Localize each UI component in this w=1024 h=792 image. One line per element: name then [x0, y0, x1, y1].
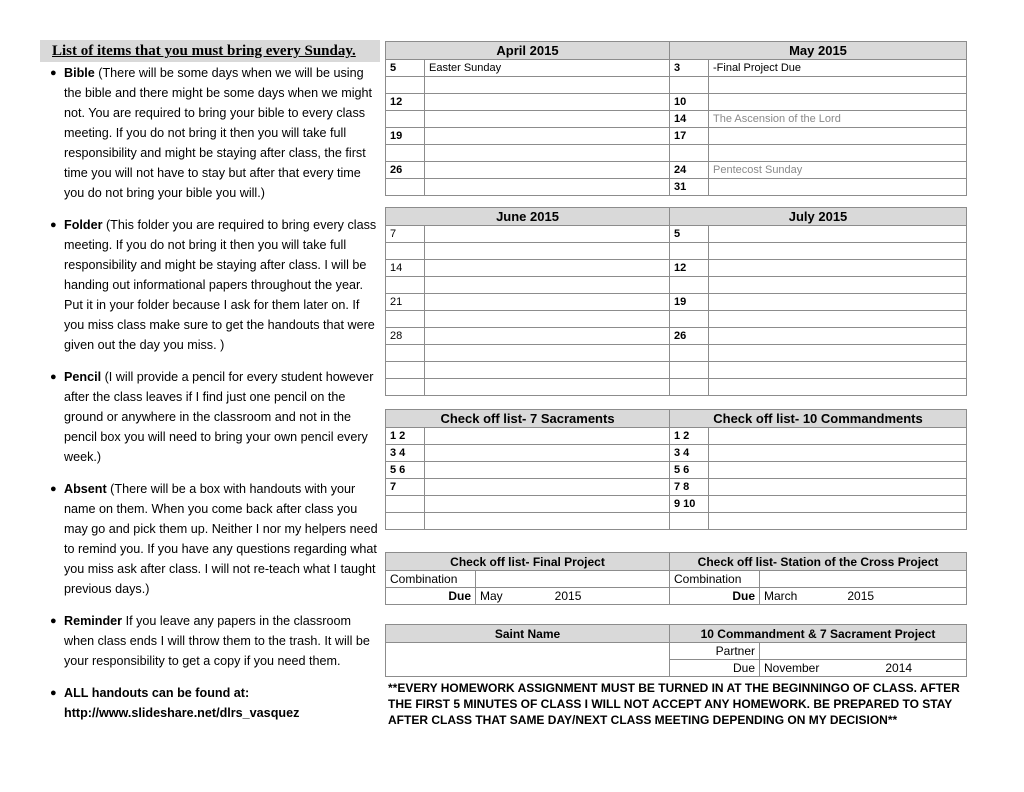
date-cell: 1 2	[386, 428, 425, 445]
partner-label: Partner	[670, 643, 760, 660]
item-handouts: ● ALL handouts can be found at: http://www.slideshare.net/dlrs_vasquez	[40, 683, 380, 723]
event-cell[interactable]	[425, 226, 670, 243]
table-row	[386, 260, 967, 277]
date-cell: 26	[386, 162, 425, 179]
combination-field[interactable]	[476, 571, 670, 588]
partner-field[interactable]	[760, 643, 967, 660]
date-cell: 3 4	[386, 445, 425, 462]
table-row	[386, 111, 967, 128]
event-cell[interactable]	[425, 496, 670, 513]
date-cell	[670, 277, 709, 294]
saint-table	[385, 624, 967, 677]
date-cell: 26	[670, 328, 709, 345]
date-cell	[386, 277, 425, 294]
items-list	[40, 63, 380, 723]
date-cell: 3	[670, 60, 709, 77]
final-project-header: Check off list- Final Project	[386, 553, 670, 571]
saint-due-value: November 2014	[760, 660, 967, 677]
station-project-header: Check off list- Station of the Cross Project	[670, 553, 967, 571]
date-cell	[386, 496, 425, 513]
event-cell[interactable]	[425, 379, 670, 396]
date-cell: 24	[670, 162, 709, 179]
table-row	[386, 277, 967, 294]
item-bible: ● Bible (There will be some days when we will be using the bible and there might be some days when we might not. You are required to bring your bible to every class meeting. If you do not bring it then you will take full responsibility and might be staying after class, the first time you will not have to stay but after that every time you do not bring your bible you will.)	[40, 63, 380, 203]
event-cell[interactable]	[709, 294, 967, 311]
homework-note: **EVERY HOMEWORK ASSIGNMENT MUST BE TURNED IN AT THE BEGINNINGO OF CLASS. AFTER THE FIRST 5 MINUTES OF CLASS I WILL NOT ACCEPT ANY HOMEWORK. BE PREPARED TO STAY AFTER CLASS THAT SAME DAY/NEXT CLASS MEETING DEPENDING ON MY DECISION**	[388, 681, 960, 727]
event-cell[interactable]	[709, 445, 967, 462]
table-row	[386, 479, 967, 496]
table-row	[386, 94, 967, 111]
date-cell: 21	[386, 294, 425, 311]
event-cell[interactable]	[709, 428, 967, 445]
event-cell[interactable]	[425, 311, 670, 328]
due-label: Due	[386, 588, 476, 605]
table-row	[386, 379, 967, 396]
event-cell[interactable]	[425, 162, 670, 179]
date-cell	[386, 513, 425, 530]
table-row	[386, 226, 967, 243]
saint-due-label: Due	[670, 660, 760, 677]
event-cell[interactable]: The Ascension of the Lord	[709, 111, 967, 128]
event-cell[interactable]	[425, 294, 670, 311]
date-cell	[670, 243, 709, 260]
date-cell: 7	[386, 479, 425, 496]
date-cell: 19	[670, 294, 709, 311]
event-cell[interactable]	[425, 345, 670, 362]
event-cell[interactable]	[425, 513, 670, 530]
date-cell: 1 2	[670, 428, 709, 445]
table-row	[386, 294, 967, 311]
date-cell	[670, 311, 709, 328]
handouts-link[interactable]: http://www.slideshare.net/dlrs_vasquez	[64, 706, 300, 720]
date-cell	[670, 513, 709, 530]
table-row	[386, 128, 967, 145]
table-row	[386, 60, 967, 77]
may-header: May 2015	[670, 42, 967, 60]
date-cell: 28	[386, 328, 425, 345]
date-cell	[670, 77, 709, 94]
date-cell	[670, 379, 709, 396]
event-cell[interactable]	[425, 328, 670, 345]
bullet-icon: ●	[50, 371, 57, 383]
due-label-right: Due	[670, 588, 760, 605]
table-row	[386, 77, 967, 94]
date-cell: 12	[386, 94, 425, 111]
event-cell[interactable]	[709, 379, 967, 396]
date-cell	[386, 243, 425, 260]
bullet-icon: ●	[50, 483, 57, 495]
item-folder: ● Folder (This folder you are required to bring every class meeting. If you do not bring it then you will take full responsibility and might be staying after class. I will be handing out informational papers throughout the year. Put it in your folder because I ask for them later on. If you miss class make sure to get the handouts that were given out the day you miss. )	[40, 215, 380, 355]
event-cell[interactable]	[709, 462, 967, 479]
table-row	[386, 345, 967, 362]
item-pencil: ● Pencil (I will provide a pencil for every student however after the class leaves if I find just one pencil on the ground or anywhere in the classroom and not in the pencil box you will need to bring your own pencil every week.)	[40, 367, 380, 467]
calendar-june-july	[385, 207, 967, 396]
bullet-icon: ●	[50, 615, 57, 627]
date-cell: 5 6	[670, 462, 709, 479]
event-cell[interactable]	[709, 94, 967, 111]
event-cell[interactable]	[425, 179, 670, 196]
date-cell: 14	[670, 111, 709, 128]
date-cell	[386, 111, 425, 128]
calendar-april-may	[385, 41, 967, 196]
table-row	[386, 496, 967, 513]
table-row	[386, 179, 967, 196]
bullet-icon: ●	[50, 687, 57, 699]
date-cell: 5 6	[386, 462, 425, 479]
date-cell: 9 10	[670, 496, 709, 513]
event-cell[interactable]	[425, 277, 670, 294]
date-cell: 7 8	[670, 479, 709, 496]
event-cell[interactable]	[709, 513, 967, 530]
event-cell[interactable]	[709, 77, 967, 94]
commandment-project-header: 10 Commandment & 7 Sacrament Project	[670, 625, 967, 643]
table-row	[386, 513, 967, 530]
event-cell[interactable]: Pentecost Sunday	[709, 162, 967, 179]
due-value: May 2015	[476, 588, 670, 605]
event-cell[interactable]: Easter Sunday	[425, 60, 670, 77]
items-list-title: List of items that you must bring every Sunday.	[40, 40, 380, 62]
table-row	[386, 145, 967, 162]
table-row	[386, 328, 967, 345]
sacraments-header: Check off list- 7 Sacraments	[386, 410, 670, 428]
date-cell	[386, 362, 425, 379]
event-cell[interactable]	[709, 179, 967, 196]
date-cell: 17	[670, 128, 709, 145]
event-cell[interactable]	[709, 260, 967, 277]
date-cell: 31	[670, 179, 709, 196]
event-cell[interactable]	[709, 277, 967, 294]
event-cell[interactable]	[709, 226, 967, 243]
april-header: April 2015	[386, 42, 670, 60]
event-cell[interactable]	[709, 311, 967, 328]
event-cell[interactable]	[425, 462, 670, 479]
event-cell[interactable]	[709, 145, 967, 162]
table-row	[386, 243, 967, 260]
date-cell	[386, 345, 425, 362]
date-cell: 10	[670, 94, 709, 111]
item-absent: ● Absent (There will be a box with handouts with your name on them. When you come back after class you may go and pick them up. Neither I nor my helpers need to remind you. If you have any questions regarding what you miss ask after class. I will not re-teach what I taught previous days.)	[40, 479, 380, 599]
table-row	[386, 162, 967, 179]
event-cell[interactable]	[709, 362, 967, 379]
date-cell: 7	[386, 226, 425, 243]
event-cell[interactable]	[425, 243, 670, 260]
date-cell	[386, 179, 425, 196]
date-cell: 14	[386, 260, 425, 277]
event-cell[interactable]	[425, 479, 670, 496]
table-row	[386, 428, 967, 445]
date-cell	[670, 345, 709, 362]
saint-name-field[interactable]	[386, 643, 670, 677]
event-cell[interactable]	[425, 77, 670, 94]
event-cell[interactable]	[709, 479, 967, 496]
items-list-section	[40, 40, 380, 735]
event-cell[interactable]	[709, 128, 967, 145]
event-cell[interactable]	[709, 496, 967, 513]
event-cell[interactable]	[425, 445, 670, 462]
event-cell[interactable]	[709, 328, 967, 345]
date-cell	[386, 379, 425, 396]
event-cell[interactable]	[425, 260, 670, 277]
event-cell[interactable]: -Final Project Due	[709, 60, 967, 77]
date-cell	[386, 145, 425, 162]
date-cell: 3 4	[670, 445, 709, 462]
july-header: July 2015	[670, 208, 967, 226]
event-cell[interactable]	[425, 128, 670, 145]
bullet-icon: ●	[50, 67, 57, 79]
event-cell[interactable]	[425, 94, 670, 111]
date-cell	[386, 311, 425, 328]
event-cell[interactable]	[425, 428, 670, 445]
item-reminder: ● Reminder If you leave any papers in the classroom when class ends I will throw them to the trash. It will be your responsibility to get a copy if you need them.	[40, 611, 380, 671]
combination-field-right[interactable]	[760, 571, 967, 588]
event-cell[interactable]	[425, 145, 670, 162]
date-cell	[386, 77, 425, 94]
projects-table	[385, 552, 967, 605]
date-cell: 5	[386, 60, 425, 77]
bullet-icon: ●	[50, 219, 57, 231]
checklist-table	[385, 409, 967, 530]
date-cell: 5	[670, 226, 709, 243]
combination-label-right: Combination	[670, 571, 760, 588]
event-cell[interactable]	[709, 345, 967, 362]
table-row	[386, 311, 967, 328]
due-value-right: March 2015	[760, 588, 967, 605]
date-cell: 12	[670, 260, 709, 277]
combination-label: Combination	[386, 571, 476, 588]
date-cell: 19	[386, 128, 425, 145]
commandments-header: Check off list- 10 Commandments	[670, 410, 967, 428]
date-cell	[670, 145, 709, 162]
table-row	[386, 362, 967, 379]
event-cell[interactable]	[709, 243, 967, 260]
table-row	[386, 445, 967, 462]
date-cell	[670, 362, 709, 379]
event-cell[interactable]	[425, 111, 670, 128]
event-cell[interactable]	[425, 362, 670, 379]
table-row	[386, 462, 967, 479]
saint-name-header: Saint Name	[386, 625, 670, 643]
june-header: June 2015	[386, 208, 670, 226]
